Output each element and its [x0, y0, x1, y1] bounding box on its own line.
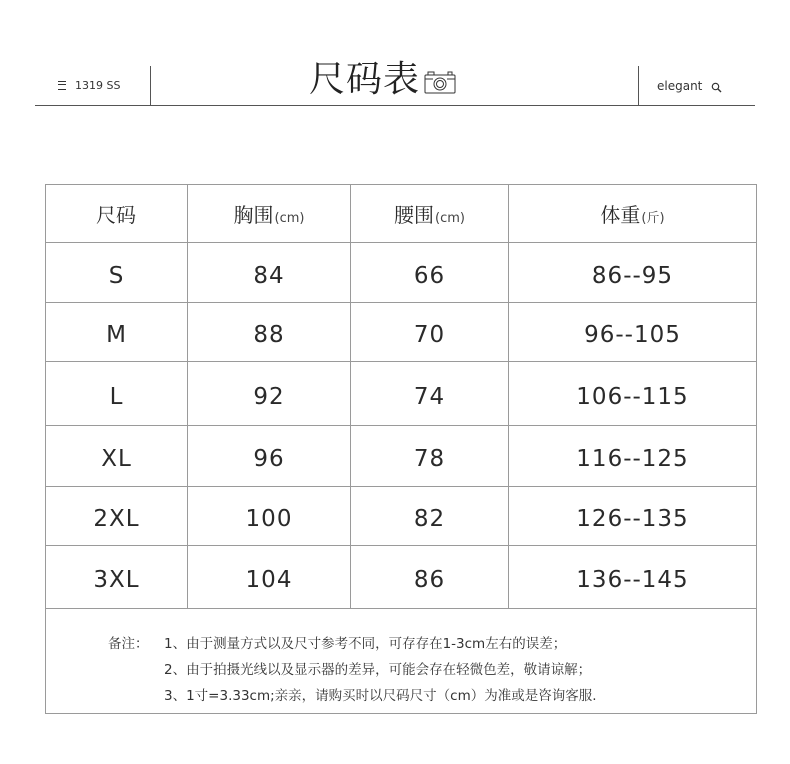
table-row — [46, 487, 757, 546]
chest-cell: 100 — [188, 487, 351, 546]
header-divider — [35, 105, 755, 106]
table-row — [46, 243, 757, 303]
camera-icon — [424, 70, 456, 94]
chest-cell: 84 — [188, 243, 351, 303]
waist-cell: 74 — [351, 362, 509, 426]
size-cell: M — [46, 303, 188, 362]
notes-row — [46, 609, 757, 714]
waist-cell: 66 — [351, 243, 509, 303]
weight-cell: 116--125 — [509, 426, 757, 487]
search-text: elegant — [657, 79, 703, 93]
weight-cell: 96--105 — [509, 303, 757, 362]
header-separator-left — [150, 66, 151, 105]
note-line: 2、由于拍摄光线以及显示器的差异，可能会存在轻微色差，敬请谅解； — [164, 662, 592, 678]
weight-cell: 106--115 — [509, 362, 757, 426]
header-waist: 腰围(cm) — [351, 185, 509, 243]
waist-cell: 82 — [351, 487, 509, 546]
header-search[interactable] — [657, 79, 722, 93]
size-cell: S — [46, 243, 188, 303]
size-cell: 2XL — [46, 487, 188, 546]
table-row — [46, 546, 757, 609]
page-title: 尺码表 — [309, 59, 421, 100]
note-line: 3、1寸=3.33cm;亲亲，请购买时以尺码尺寸（cm）为准或是咨询客服. — [164, 688, 597, 704]
header-size: 尺码 — [46, 185, 188, 243]
weight-cell: 136--145 — [509, 546, 757, 609]
size-chart-table — [45, 184, 757, 714]
weight-cell: 126--135 — [509, 487, 757, 546]
table-row — [46, 362, 757, 426]
chest-cell: 104 — [188, 546, 351, 609]
note-line: 1、由于测量方式以及尺寸参考不同，可存存在1-3cm左右的误差； — [164, 636, 567, 652]
waist-cell: 70 — [351, 303, 509, 362]
chest-cell: 92 — [188, 362, 351, 426]
header-menu[interactable] — [58, 79, 120, 92]
notes-label: 备注： — [108, 636, 149, 652]
table-header-row — [46, 185, 757, 243]
menu-text: 1319 SS — [75, 79, 121, 92]
weight-cell: 86--95 — [509, 243, 757, 303]
search-icon — [711, 82, 722, 93]
menu-icon — [58, 81, 66, 90]
table-row — [46, 303, 757, 362]
chest-cell: 96 — [188, 426, 351, 487]
waist-cell: 86 — [351, 546, 509, 609]
page-title-group — [309, 60, 456, 100]
chest-cell: 88 — [188, 303, 351, 362]
size-cell: 3XL — [46, 546, 188, 609]
size-cell: XL — [46, 426, 188, 487]
header-weight: 体重(斤) — [509, 185, 757, 243]
header-separator-right — [638, 66, 639, 105]
size-cell: L — [46, 362, 188, 426]
notes-cell — [46, 609, 757, 714]
waist-cell: 78 — [351, 426, 509, 487]
header-chest: 胸围(cm) — [188, 185, 351, 243]
table-row — [46, 426, 757, 487]
